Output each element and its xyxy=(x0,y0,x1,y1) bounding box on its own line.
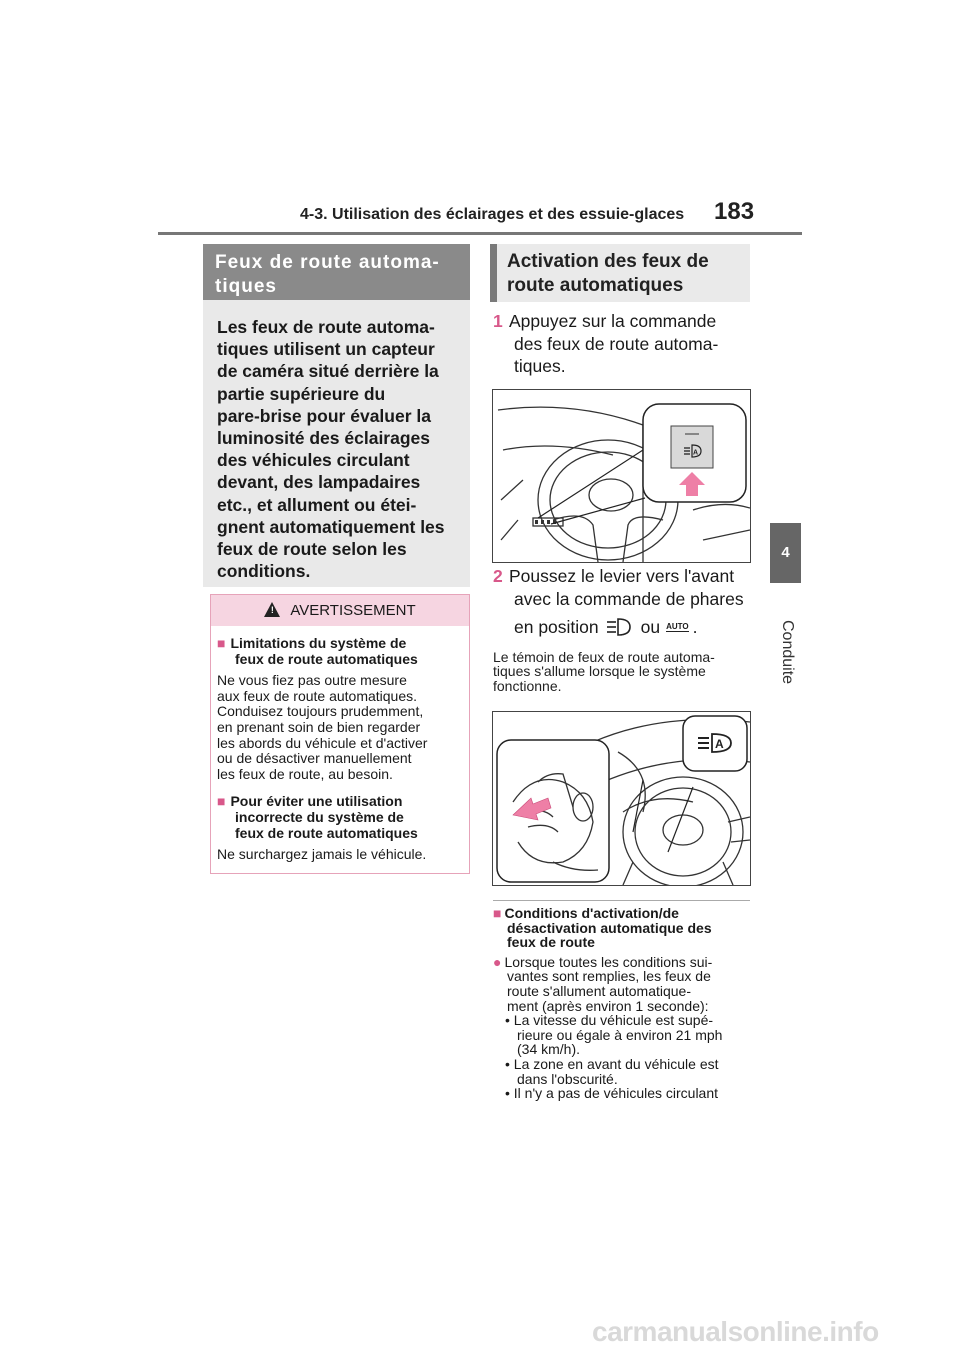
chapter-tab-label: Conduite xyxy=(779,620,796,685)
svg-text:A: A xyxy=(693,449,699,457)
headlight-lever-illustration xyxy=(492,711,751,886)
intro-line: devant, des lampadaires xyxy=(217,472,421,493)
section-header-line: route automatiques xyxy=(507,275,684,296)
intro-line: tiques utilisent un capteur xyxy=(217,339,435,360)
intro-line: conditions. xyxy=(217,561,311,582)
warning-box xyxy=(210,594,470,874)
chapter-heading: 4-3. Utilisation des éclairages et des essuie-glaces xyxy=(300,206,685,223)
intro-line: des véhicules circulant xyxy=(217,450,410,471)
section-header-right xyxy=(490,244,750,302)
step-2: 2 Poussez le levier vers l'avant avec la commande de phares en position ou AUTO . xyxy=(493,565,753,639)
chapter-tab: 4 xyxy=(770,523,801,583)
step-line: Poussez le levier vers l'avant xyxy=(509,566,735,586)
high-beam-icon xyxy=(605,617,633,637)
page-number: 183 xyxy=(714,198,755,225)
condition-item: • La zone en avant du véhicule est dans l'obscurité. xyxy=(493,1057,755,1086)
warning-item-text: Ne vous fiez pas outre mesure aux feux de route automatiques. Conduisez toujours prudemment, en prenant soin de bien regarder les abords du véhicule et d'activer ou de désactiver manuellement les feux de route, au besoin. xyxy=(217,672,428,782)
intro-line: luminosité des éclairages xyxy=(217,428,431,449)
conditions-bullet: ● Lorsque toutes les conditions sui- vantes sont remplies, les feux de route s'allument automatique- ment (après environ 1 seconde): xyxy=(493,953,713,1014)
conditions-section xyxy=(493,906,755,1101)
section-header-line: tiques xyxy=(215,276,277,297)
step-line: avec la commande de phares xyxy=(514,588,744,609)
warning-item-text: Ne surchargez jamais le véhicule. xyxy=(217,846,427,863)
section-header-line: Activation des feux de xyxy=(507,251,709,272)
intro-line: gnent automatiquement les xyxy=(217,516,445,537)
indicator-note: Le témoin de feux de route automa- tiques s'allume lorsque le système fonctionne. xyxy=(493,649,715,694)
intro-line: partie supérieure du xyxy=(217,383,386,404)
section-divider xyxy=(493,900,750,901)
step-line: tiques. xyxy=(514,356,566,376)
step-number: 2 xyxy=(493,566,503,586)
watermark: carmanualsonline.info xyxy=(592,1316,879,1347)
intro-box xyxy=(203,300,470,587)
warning-triangle-icon: ! xyxy=(264,602,280,617)
warning-item-title: ■ Limitations du système de feux de route automatiques xyxy=(217,635,418,667)
warning-item-title: ■ Pour éviter une utilisation incorrecte du système de feux de route automatiques xyxy=(217,793,418,841)
section-header-line: Feux de route automa- xyxy=(215,252,440,273)
step-number: 1 xyxy=(493,311,503,331)
section-header-left xyxy=(203,244,470,300)
header-divider xyxy=(158,232,802,235)
intro-line: feux de route selon les xyxy=(217,539,407,560)
step-line: Appuyez sur la commande xyxy=(509,311,717,331)
step-connector: ou xyxy=(640,617,661,637)
step-line: en position xyxy=(514,617,599,637)
intro-line: de caméra situé derrière la xyxy=(217,361,439,382)
svg-text:A: A xyxy=(715,737,724,751)
step-1 xyxy=(493,310,753,378)
step-line: des feux de route automa- xyxy=(514,333,719,354)
condition-item: • Il n'y a pas de véhicules circulant xyxy=(493,1086,755,1101)
section-header-right-text xyxy=(497,244,719,302)
section-header-left-text xyxy=(203,244,470,306)
section-header-bar xyxy=(490,244,497,302)
steering-wheel-switch-illustration xyxy=(492,389,751,563)
intro-line: Les feux de route automa- xyxy=(217,317,435,337)
condition-item: • La vitesse du véhicule est supé- rieure ou égale à environ 21 mph (34 km/h). xyxy=(493,1013,755,1057)
conditions-title: ■ Conditions d'activation/de désactivation automatique des feux de route xyxy=(493,905,712,951)
auto-position-label: AUTO xyxy=(666,622,689,632)
intro-line: etc., et allument ou étei- xyxy=(217,494,417,515)
warning-header xyxy=(211,595,469,626)
warning-title: AVERTISSEMENT xyxy=(290,602,416,619)
intro-line: pare-brise pour évaluer la xyxy=(217,405,431,426)
warning-body xyxy=(211,626,469,863)
